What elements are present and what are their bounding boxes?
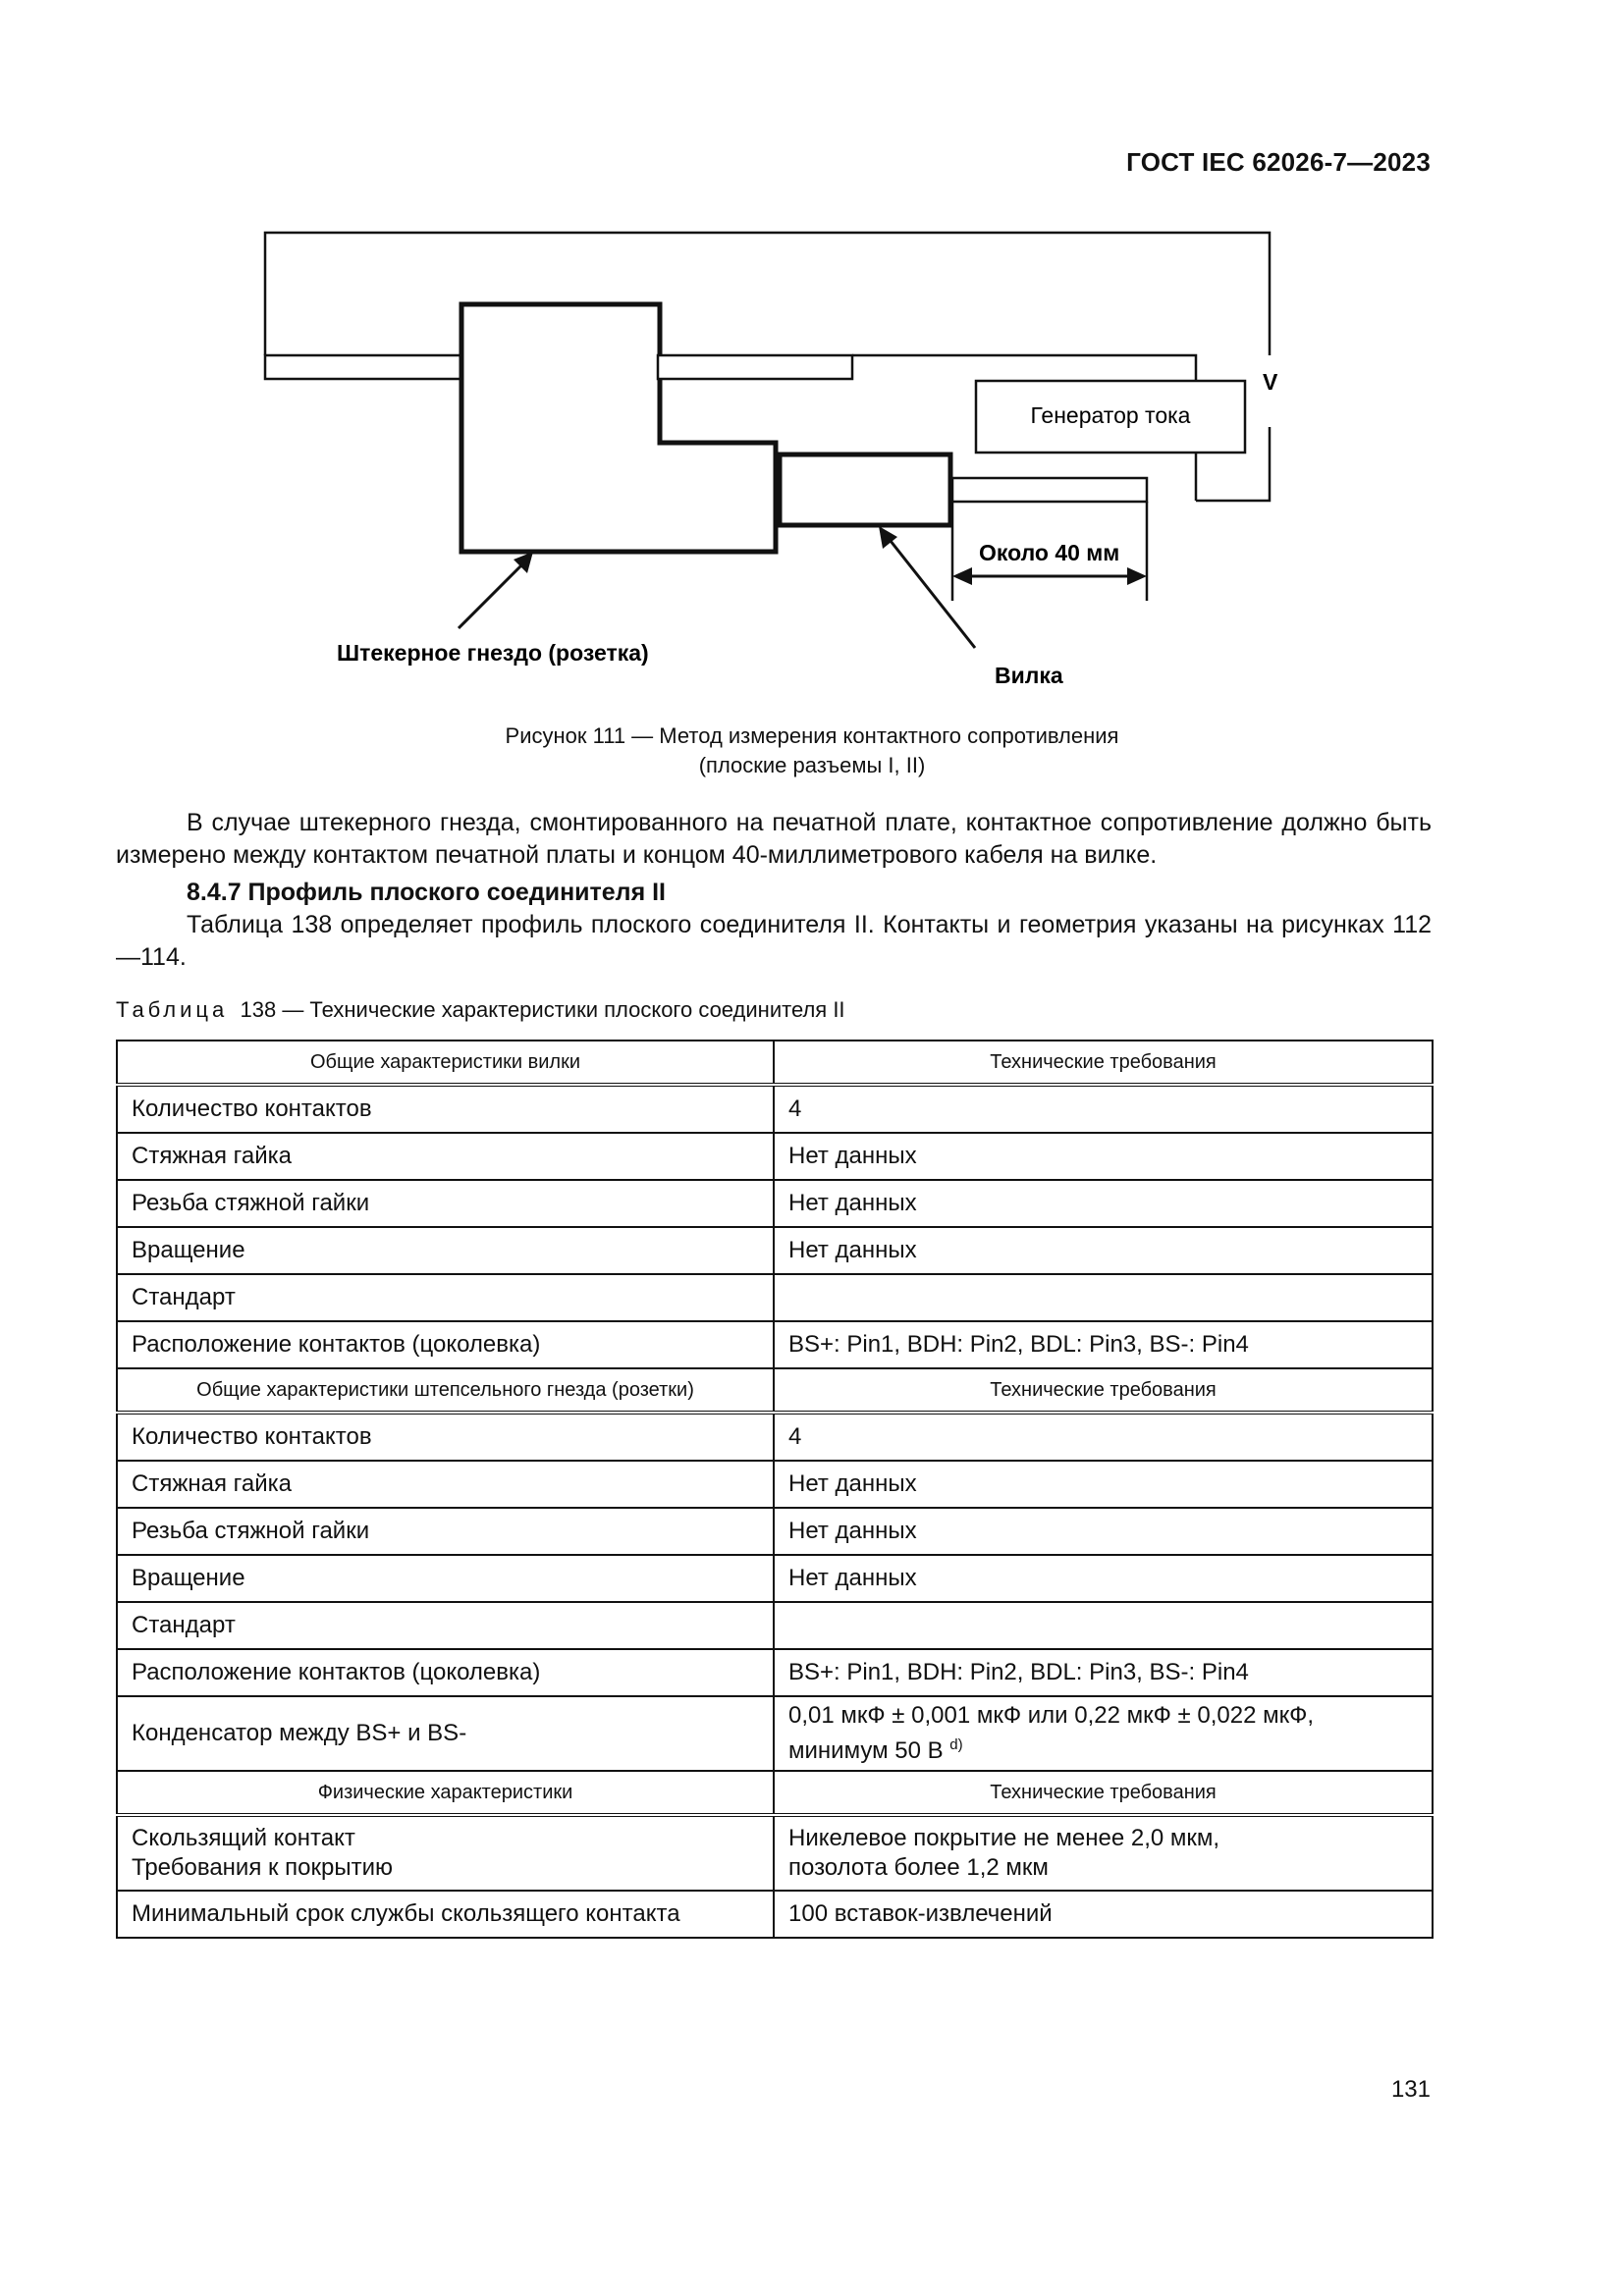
table-row: [117, 1085, 1433, 1133]
footnote-marker: d): [949, 1736, 963, 1753]
cell-line: позолота более 1,2 мкм: [788, 1854, 1049, 1881]
table-row: [117, 1133, 1433, 1180]
dimension-arrow-right: [1127, 567, 1147, 585]
table-cell: Расположение контактов (цоколевка): [117, 1649, 774, 1696]
table-header-cell: Физические характеристики: [117, 1771, 774, 1815]
paragraph-pcb-socket-text: В случае штекерного гнезда, смонтированного на печатной плате, контактное сопротивление должно быть измерено между контактом печатной платы и концом 40-миллиметрового кабеля на вилке.: [116, 809, 1432, 869]
table-cell: Резьба стяжной гайки: [117, 1180, 774, 1227]
table-cell: [774, 1602, 1433, 1649]
table-cell: Нет данных: [774, 1555, 1433, 1602]
table-cell: Нет данных: [774, 1227, 1433, 1274]
plug-body: [780, 454, 950, 525]
table-row: [117, 1321, 1433, 1368]
table-cell: Количество контактов: [117, 1085, 774, 1133]
table-header-cell: Общие характеристики вилки: [117, 1041, 774, 1085]
current-generator-label: Генератор тока: [1030, 402, 1191, 428]
table-cell: 4: [774, 1413, 1433, 1461]
table-row: [117, 1413, 1433, 1461]
table-cell: Нет данных: [774, 1461, 1433, 1508]
document-id: ГОСТ IEC 62026-7—2023: [1126, 147, 1431, 177]
page-number: 131: [1390, 2076, 1431, 2103]
table-cell: 4: [774, 1085, 1433, 1133]
voltage-label: V: [1263, 369, 1278, 395]
table-row-capacitor: [117, 1696, 1433, 1771]
table-row: [117, 1227, 1433, 1274]
table-cell: BS+: Pin1, BDH: Pin2, BDL: Pin3, BS-: Pin4: [774, 1321, 1433, 1368]
capacitor-value: 0,01 мкФ ± 0,001 мкФ или 0,22 мкФ ± 0,022 мкФ, минимум 50 В: [788, 1702, 1315, 1764]
paragraph-table-intro-text: Таблица 138 определяет профиль плоского соединителя II. Контакты и геометрия указаны на рисунках 112—114.: [116, 911, 1432, 971]
table-row: [117, 1602, 1433, 1649]
table-cell: 100 вставок-извлечений: [774, 1891, 1433, 1938]
table-cell: Количество контактов: [117, 1413, 774, 1461]
socket-leader: [459, 561, 525, 628]
table-section-header: [117, 1041, 1433, 1085]
table-header-cell: Технические требования: [774, 1771, 1433, 1815]
table-row: [117, 1649, 1433, 1696]
table-cell: Стандарт: [117, 1274, 774, 1321]
table-header-cell: Технические требования: [774, 1041, 1433, 1085]
plug-cable: [952, 478, 1147, 502]
table-cell: BS+: Pin1, BDH: Pin2, BDL: Pin3, BS-: Pin4: [774, 1649, 1433, 1696]
table-header-cell: Технические требования: [774, 1368, 1433, 1413]
table-row: [117, 1508, 1433, 1555]
table-cell: [774, 1274, 1433, 1321]
table-cell: [774, 1696, 1433, 1771]
socket-body: [461, 304, 776, 552]
figure-caption-line1: Рисунок 111 — Метод измерения контактного сопротивления: [505, 723, 1119, 748]
cell-line: Требования к покрытию: [132, 1854, 393, 1881]
contact-resistance-diagram: [0, 0, 1624, 707]
table-cell: [117, 1815, 774, 1891]
table-cell: Нет данных: [774, 1180, 1433, 1227]
table-cell: Резьба стяжной гайки: [117, 1508, 774, 1555]
table-row-sliding-contact: [117, 1815, 1433, 1891]
table-row: [117, 1555, 1433, 1602]
plug-label: Вилка: [995, 663, 1063, 688]
socket-label: Штекерное гнездо (розетка): [337, 640, 649, 666]
table-row: [117, 1891, 1433, 1938]
table-section-header: [117, 1368, 1433, 1413]
dimension-arrow-left: [952, 567, 972, 585]
socket-cable: [658, 355, 852, 379]
table-title: [116, 997, 845, 1023]
distance-label: Около 40 мм: [979, 540, 1120, 565]
table-cell: Расположение контактов (цоколевка): [117, 1321, 774, 1368]
generator-feed-wire: [852, 355, 1196, 381]
left-cable: [265, 355, 461, 379]
voltage-loop-wire: [265, 233, 1270, 355]
table-cell: Нет данных: [774, 1508, 1433, 1555]
table-row: [117, 1180, 1433, 1227]
section-heading: [116, 877, 1432, 909]
table-cell: Вращение: [117, 1555, 774, 1602]
paragraph-table-intro: [116, 909, 1432, 974]
section-heading-text: 8.4.7 Профиль плоского соединителя II: [187, 879, 666, 906]
table-row: [117, 1274, 1433, 1321]
cell-line: Скользящий контакт: [132, 1825, 355, 1851]
figure-caption-line2: (плоские разъемы I, II): [698, 753, 926, 777]
table-title-text: 138 — Технические характеристики плоского соединителя II: [240, 997, 845, 1022]
table-title-prefix: Таблица: [116, 997, 229, 1022]
table-cell: Стандарт: [117, 1602, 774, 1649]
table-cell: Стяжная гайка: [117, 1461, 774, 1508]
table-header-cell: Общие характеристики штепсельного гнезда (розетки): [117, 1368, 774, 1413]
table-cell: Нет данных: [774, 1133, 1433, 1180]
table-cell: Конденсатор между BS+ и BS-: [117, 1696, 774, 1771]
figure-caption: [0, 721, 1624, 780]
connector-spec-table: [116, 1040, 1434, 1939]
paragraph-pcb-socket: [116, 807, 1432, 872]
table-cell: [774, 1815, 1433, 1891]
table-row: [117, 1461, 1433, 1508]
table-cell: Вращение: [117, 1227, 774, 1274]
table-cell: Стяжная гайка: [117, 1133, 774, 1180]
table-cell: Минимальный срок службы скользящего контакта: [117, 1891, 774, 1938]
plug-leader: [887, 536, 975, 648]
cell-line: Никелевое покрытие не менее 2,0 мкм,: [788, 1825, 1220, 1851]
table-section-header: [117, 1771, 1433, 1815]
